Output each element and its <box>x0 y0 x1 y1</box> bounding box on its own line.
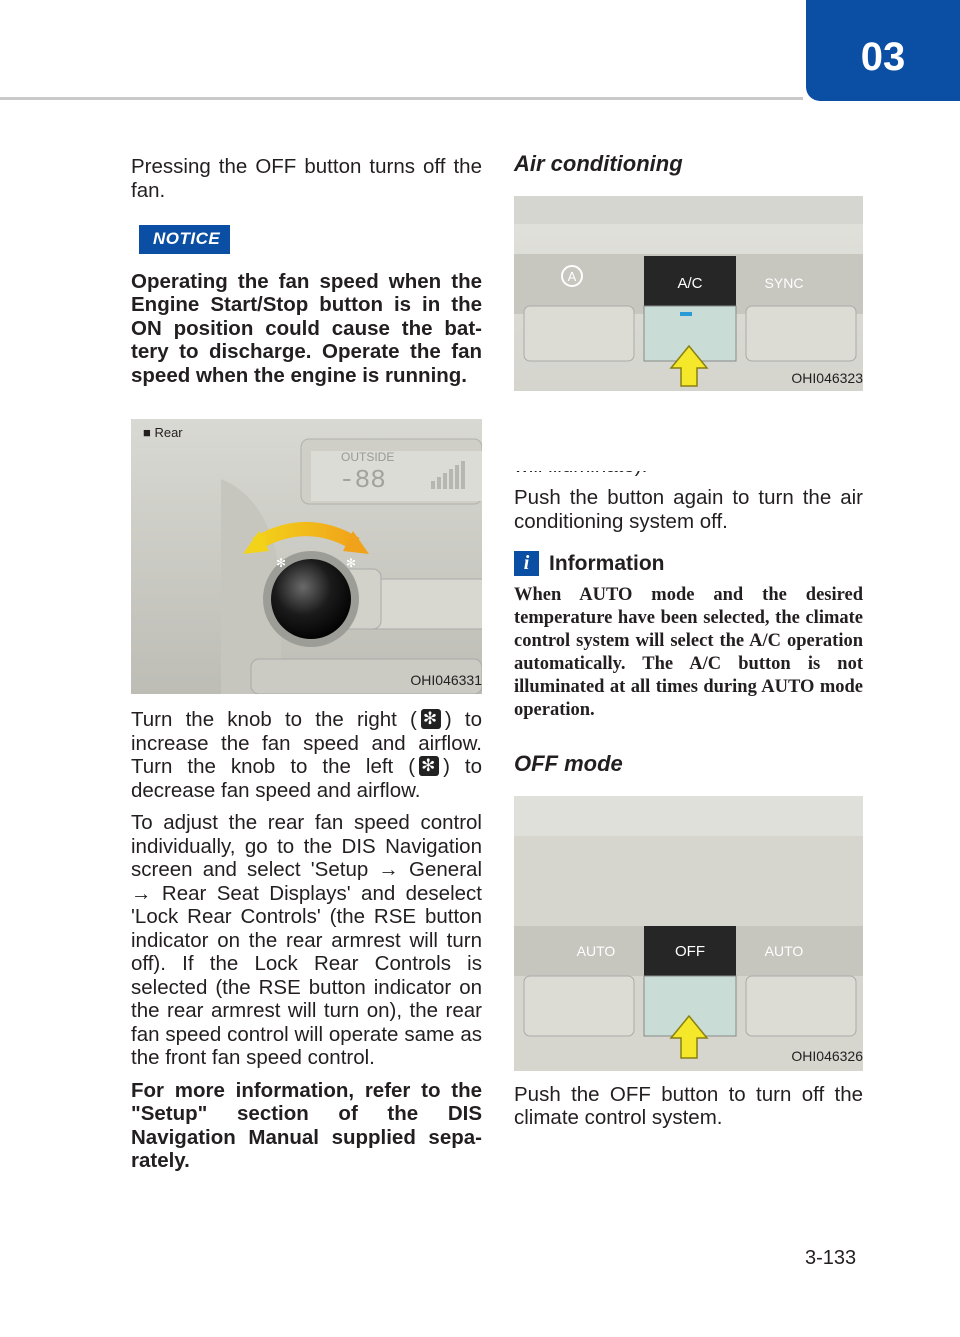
figure-caption: ■ Rear <box>143 425 183 440</box>
auto-a-label: A <box>567 268 577 284</box>
off-button-label: OFF <box>675 942 705 960</box>
ac-figure <box>514 196 863 471</box>
ac-figure-code: OHI046323 <box>791 370 863 386</box>
paragraph-off-mode: Push the OFF button to turn off the climate control system. <box>514 1082 863 1129</box>
ac-panel-illustration <box>514 196 863 471</box>
rear-panel-illustration <box>131 419 482 694</box>
fan-low-icon: ✻ <box>276 556 287 570</box>
auto-right-label: AUTO <box>764 942 804 959</box>
notice-text: Operating the fan speed when the Engine Start/Stop button is in the ON position could cause the bat- tery to discharge. Operate the fan speed when the engine is running. <box>131 269 482 387</box>
display-temp: -88 <box>339 465 386 495</box>
information-title: Information <box>549 551 665 575</box>
info-icon: i <box>514 551 539 576</box>
off-panel-illustration <box>514 796 863 1071</box>
chapter-tab <box>806 0 960 101</box>
paragraph-ac-off: Push the button again to turn the air conditioning system off. <box>514 486 863 533</box>
rear-fan-figure <box>131 419 482 694</box>
left-column <box>131 155 482 1182</box>
information-text: When AUTO mode and the desired temperature have been selected, the climate control system will select the A/C operation automatically. The A/C button is not illuminated at all times during AUTO mode operation. <box>514 585 863 720</box>
information-heading <box>514 551 863 576</box>
sync-button-label: SYNC <box>764 274 804 291</box>
right-column <box>514 152 863 1139</box>
section-title-off: OFF mode <box>514 751 623 776</box>
page-number: 3-133 <box>805 1247 857 1269</box>
chapter-number: 03 <box>860 35 906 79</box>
fan-low-icon <box>419 756 439 776</box>
figure-code: OHI046331 <box>410 671 482 688</box>
display-outside-label: OUTSIDE <box>341 450 395 464</box>
ac-indicator-light <box>680 312 692 316</box>
auto-left-label: AUTO <box>576 942 616 959</box>
section-title-ac: Air conditioning <box>514 151 683 176</box>
paragraph-knob: Turn the knob to the right (✻ ) to increase the fan speed and airflow. Turn the knob to the left (✻ ) to decrease fan speed and airflow. <box>131 708 482 802</box>
paragraph-more-info: For more information, refer to the "Setup" section of the DIS Navigation Manual supplied sepa- rately. <box>131 1078 482 1172</box>
off-figure <box>514 796 863 1071</box>
off-figure-code: OHI046326 <box>791 1048 863 1064</box>
fan-knob <box>271 559 351 639</box>
header-rule <box>0 97 803 100</box>
paragraph-rear-control: To adjust the rear fan speed control individually, go to the DIS Navigation screen and select 'Setup → General → Rear Seat Displays' and deselect 'Lock Rear Controls' (the RSE button indicator on the rear armrest will turn off). If the Lock Rear Controls is selected (the RSE button indicator on the rear armrest will turn on), the rear fan speed control will operate same as the front fan speed control. <box>131 811 482 1069</box>
notice-badge: NOTICE <box>139 225 230 254</box>
fan-high-icon <box>421 709 441 729</box>
fan-high-icon: ✻ <box>346 556 357 570</box>
paragraph-off-fan: Pressing the OFF button turns off the fan. <box>131 155 482 202</box>
ac-button-label: A/C <box>677 274 703 292</box>
